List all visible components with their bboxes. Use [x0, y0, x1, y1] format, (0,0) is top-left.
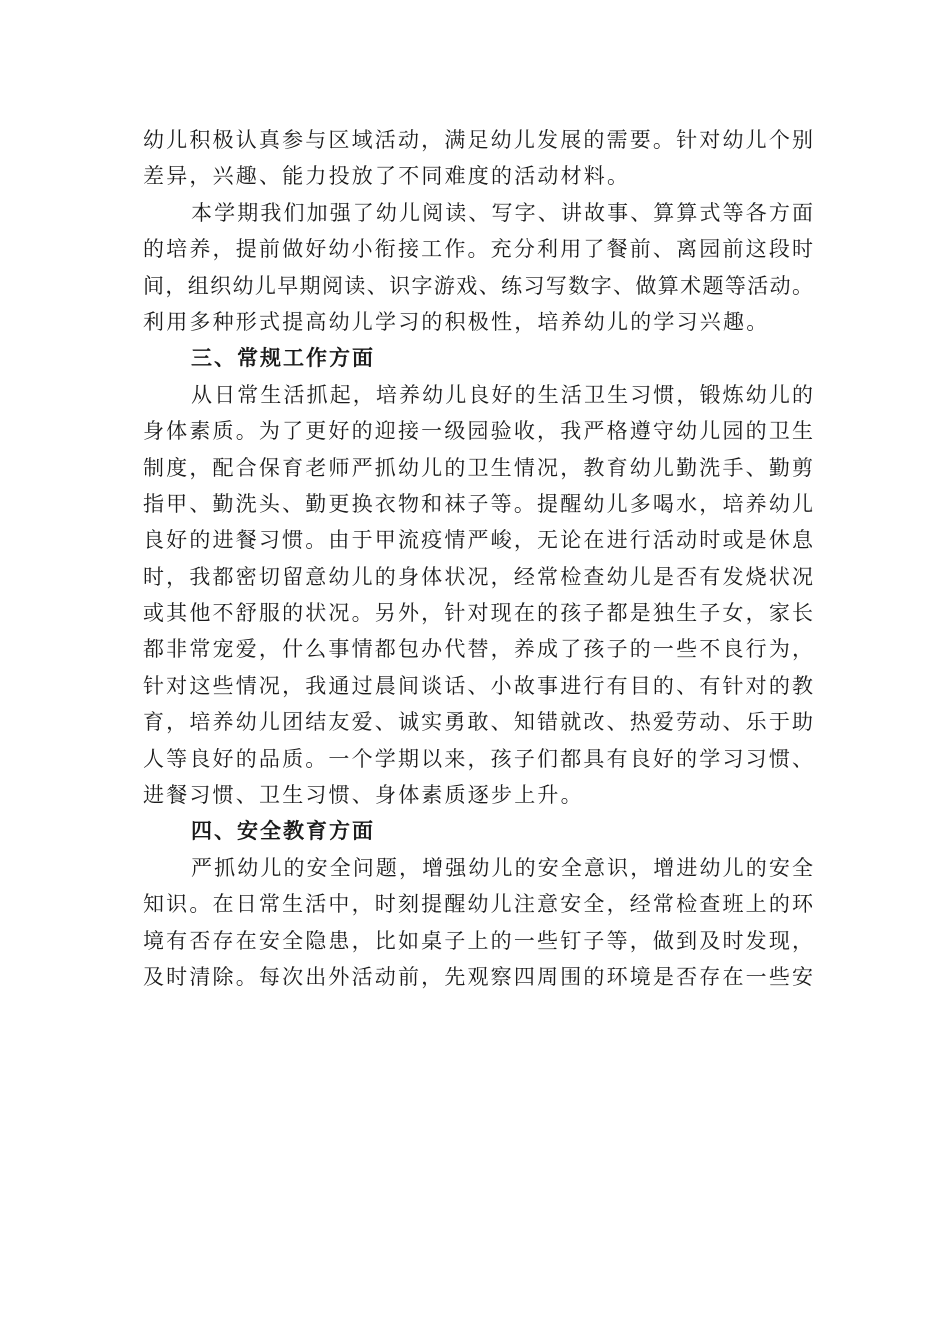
- text-line: 差异，兴趣、能力投放了不同难度的活动材料。: [143, 164, 631, 189]
- text-line: 育，培养幼儿团结友爱、诚实勇敢、知错就改、热爱劳动、乐于助: [143, 710, 813, 735]
- section-heading-routine-work: 三、常规工作方面: [191, 345, 375, 371]
- text-line: 幼儿积极认真参与区域活动，满足幼儿发展的需要。针对幼儿个别: [143, 128, 813, 152]
- text-line: 从日常生活抓起，培养幼儿良好的生活卫生习惯，锻炼幼儿的: [191, 382, 813, 407]
- text-line: 良好的进餐习惯。由于甲流疫情严峻，无论在进行活动时或是休息: [143, 528, 813, 553]
- text-line: 制度，配合保育老师严抓幼儿的卫生情况，教育幼儿勤洗手、勤剪: [143, 455, 813, 480]
- text-line: 境有否存在安全隐患，比如桌子上的一些钉子等，做到及时发现，: [143, 928, 813, 953]
- text-line: 及时清除。每次出外活动前，先观察四周围的环境是否存在一些安: [143, 964, 813, 989]
- paragraph-reading-writing: [143, 195, 813, 341]
- text-line: 针对这些情况，我通过晨间谈话、小故事进行有目的、有针对的教: [143, 673, 813, 698]
- section-heading-safety-education: 四、安全教育方面: [191, 818, 375, 844]
- text-line: 人等良好的品质。一个学期以来，孩子们都具有良好的学习习惯、: [143, 746, 813, 771]
- text-line: 本学期我们加强了幼儿阅读、写字、讲故事、算算式等各方面: [191, 200, 813, 225]
- text-line: 或其他不舒服的状况。另外，针对现在的孩子都是独生子女，家长: [143, 601, 813, 626]
- text-line: 间，组织幼儿早期阅读、识字游戏、练习写数字、做算术题等活动。: [143, 273, 813, 298]
- text-line: 都非常宠爱，什么事情都包办代替，养成了孩子的一些不良行为，: [143, 637, 813, 662]
- paragraph-safety: [143, 850, 813, 996]
- text-line: 严抓幼儿的安全问题，增强幼儿的安全意识，增进幼儿的安全: [191, 855, 813, 880]
- text-line: 利用多种形式提高幼儿学习的积极性，培养幼儿的学习兴趣。: [143, 309, 770, 334]
- text-line: 知识。在日常生活中，时刻提醒幼儿注意安全，经常检查班上的环: [143, 892, 813, 917]
- text-line: 指甲、勤洗头、勤更换衣物和袜子等。提醒幼儿多喝水，培养幼儿: [143, 491, 813, 516]
- text-line: 时，我都密切留意幼儿的身体状况，经常检查幼儿是否有发烧状况: [143, 564, 813, 589]
- text-line: 的培养，提前做好幼小衔接工作。充分利用了餐前、离园前这段时: [143, 237, 813, 262]
- text-line: 进餐习惯、卫生习惯、身体素质逐步上升。: [143, 783, 584, 808]
- paragraph-regional-activities: [143, 122, 813, 195]
- document-body: [143, 122, 813, 995]
- text-line: 身体素质。为了更好的迎接一级园验收，我严格遵守幼儿园的卫生: [143, 419, 813, 444]
- paragraph-daily-hygiene: [143, 377, 813, 814]
